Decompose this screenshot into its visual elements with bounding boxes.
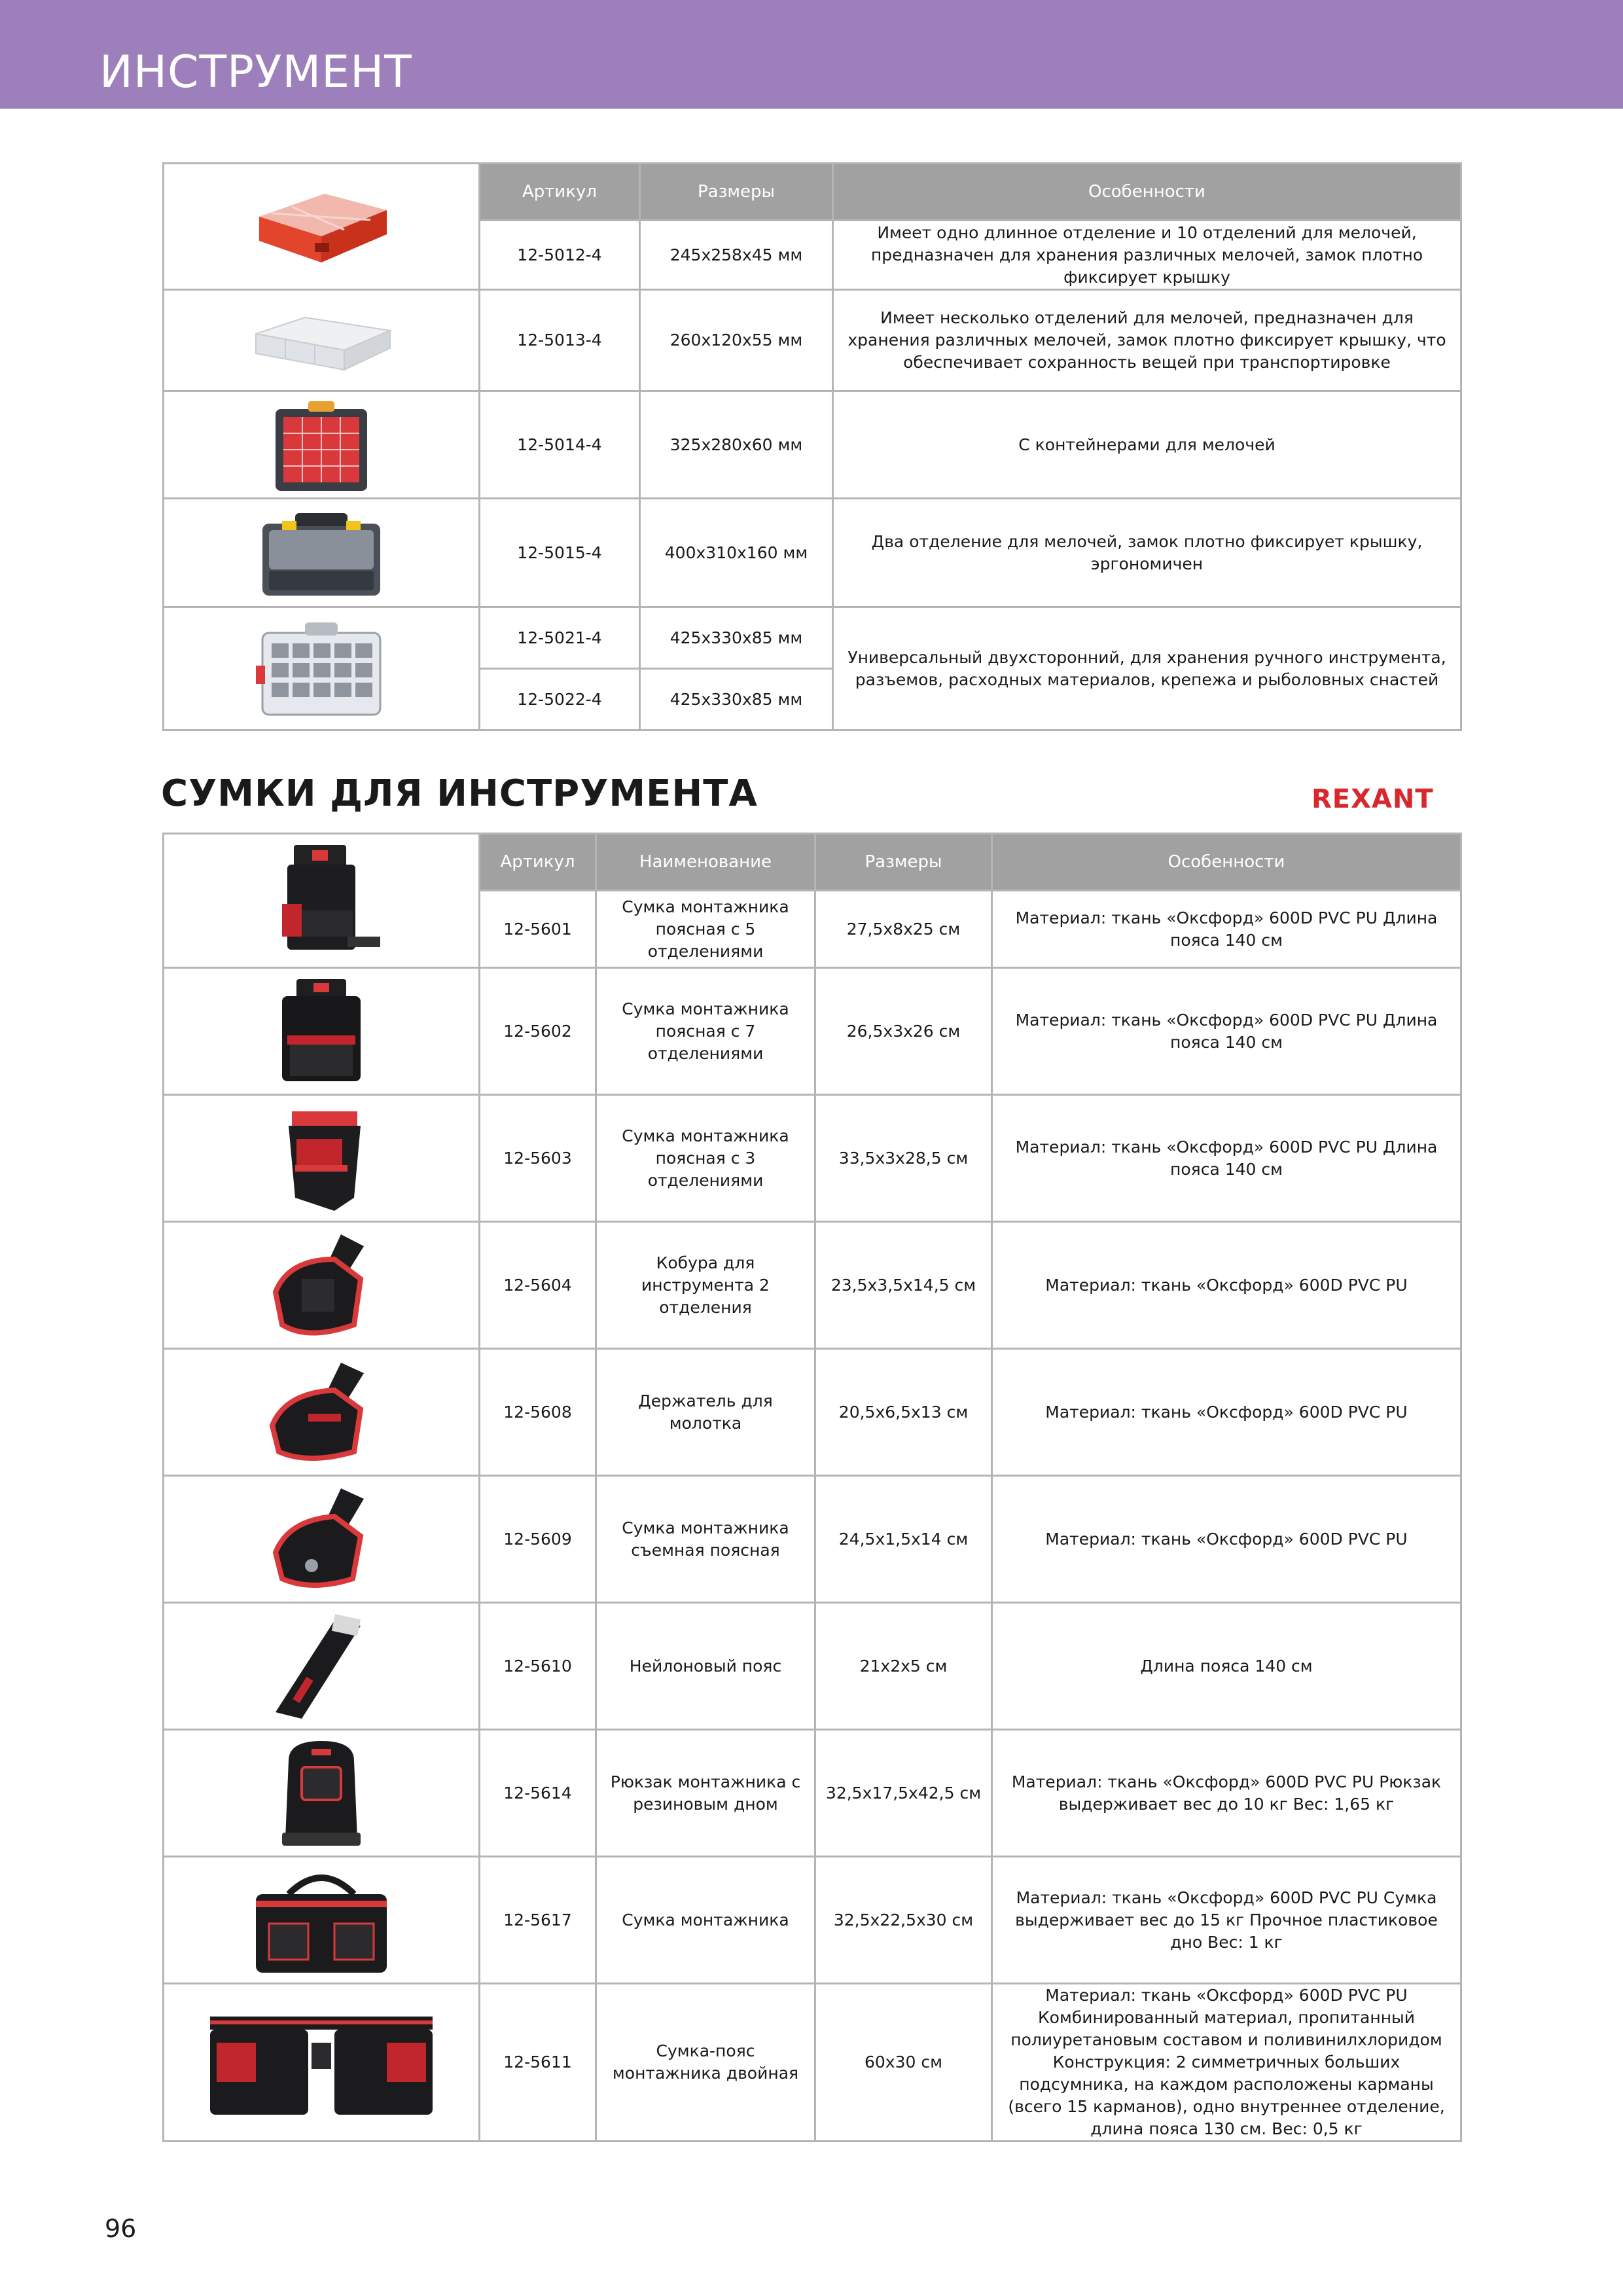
size-cell: 20,5х6,5х13 см (815, 1349, 992, 1476)
header-image-cell (164, 164, 480, 290)
table-row (164, 1476, 1461, 1603)
features-cell: Имеет одно длинное отделение и 10 отделений для мелочей, предназначен для хранения различных мелочей, замок плотно фиксирует крышку (833, 221, 1461, 290)
size-cell: 21х2х5 см (815, 1603, 992, 1730)
article-cell: 12-5610 (480, 1603, 596, 1730)
toolbox-image (249, 504, 393, 602)
size-cell: 24,5х1,5х14 см (815, 1476, 992, 1603)
article-cell: 12-5617 (480, 1857, 596, 1984)
features-cell: Материал: ткань «Оксфорд» 600D PVC PU Сумка выдерживает вес до 15 кг Прочное пластиковое дно Вес: 1 кг (992, 1857, 1461, 1984)
features-cell: Материал: ткань «Оксфорд» 600D PVC PU Рюкзак выдерживает вес до 10 кг Вес: 1,65 кг (992, 1730, 1461, 1857)
image-cell (164, 1730, 480, 1857)
image-cell (164, 968, 480, 1095)
table-row (164, 1984, 1461, 2142)
features-cell: Два отделение для мелочей, замок плотно фиксирует крышку, эргономичен (833, 499, 1461, 607)
backpack-image (256, 1734, 387, 1852)
name-cell: Рюкзак монтажника с резиновым дном (596, 1730, 815, 1857)
image-cell (164, 834, 480, 968)
table-row (164, 391, 1461, 499)
table-header-row (164, 834, 1461, 891)
features-cell: Универсальный двухсторонний, для хранения ручного инструмента, разъемов, расходных материалов, крепежа и рыболовных снастей (833, 607, 1461, 730)
name-cell: Сумка-пояс монтажника двойная (596, 1984, 815, 2142)
article-cell: 12-5013-4 (480, 290, 640, 391)
size-cell: 425x330x85 мм (640, 669, 833, 730)
features-cell: Материал: ткань «Оксфорд» 600D PVC PU Длина пояса 140 см (992, 968, 1461, 1095)
header-banner (0, 0, 1623, 109)
features-cell: Материал: ткань «Оксфорд» 600D PVC PU (992, 1349, 1461, 1476)
image-cell (164, 391, 480, 499)
table-row (164, 607, 1461, 669)
table-row (164, 1730, 1461, 1857)
article-cell: 12-5611 (480, 1984, 596, 2142)
table-row (164, 968, 1461, 1095)
holster-image (249, 1227, 393, 1344)
features-cell: Длина пояса 140 см (992, 1603, 1461, 1730)
boxes-table (162, 162, 1462, 731)
image-cell (164, 1984, 480, 2142)
article-cell: 12-5608 (480, 1349, 596, 1476)
size-cell: 27,5х8х25 см (815, 891, 992, 968)
article-cell: 12-5603 (480, 1095, 596, 1222)
name-cell: Сумка монтажника поясная с 5 отделениями (596, 891, 815, 968)
size-cell: 60х30 см (815, 1984, 992, 2142)
image-cell (164, 1349, 480, 1476)
detachable-bag-image (249, 1480, 393, 1598)
double-belt-bag-image (197, 1997, 446, 2128)
article-cell: 12-5602 (480, 968, 596, 1095)
article-cell: 12-5012-4 (480, 221, 640, 290)
features-cell: Материал: ткань «Оксфорд» 600D PVC PU (992, 1222, 1461, 1349)
table-row (164, 1222, 1461, 1349)
table-row (164, 290, 1461, 391)
article-cell: 12-5601 (480, 891, 596, 968)
name-cell: Сумка монтажника поясная с 3 отделениями (596, 1095, 815, 1222)
col-header-article: Артикул (480, 164, 640, 221)
name-cell: Держатель для молотка (596, 1349, 815, 1476)
col-header-article: Артикул (480, 834, 596, 891)
size-cell: 33,5х3х28,5 см (815, 1095, 992, 1222)
features-cell: Материал: ткань «Оксфорд» 600D PVC PU Комбинированный материал, пропитанный полиуретановым составом и поливинилхлоридом Конструкция: 2 симметричных больших подсумника, на каждом расположены карманы (всего 15 карманов), одно внутреннее отделение, длина пояса 130 см. Вес: 0,5 кг (992, 1984, 1461, 2142)
page-number: 96 (105, 2214, 137, 2243)
case-image (256, 396, 387, 494)
size-cell: 325x280x60 мм (640, 391, 833, 499)
name-cell: Сумка монтажника (596, 1857, 815, 1984)
article-cell: 12-5015-4 (480, 499, 640, 607)
image-cell (164, 1222, 480, 1349)
article-cell: 12-5021-4 (480, 607, 640, 669)
article-cell: 12-5614 (480, 1730, 596, 1857)
image-cell (164, 1603, 480, 1730)
image-cell (164, 1476, 480, 1603)
name-cell: Сумка монтажника съемная поясная (596, 1476, 815, 1603)
features-cell: Материал: ткань «Оксфорд» 600D PVC PU (992, 1476, 1461, 1603)
double-sided-organizer-image (249, 613, 393, 725)
image-cell (164, 1857, 480, 1984)
nylon-belt-image (249, 1607, 393, 1725)
image-cell (164, 290, 480, 391)
organizer-box-image (246, 181, 397, 272)
col-header-features: Особенности (992, 834, 1461, 891)
table-header-row (164, 164, 1461, 221)
section-title: СУМКИ ДЛЯ ИНСТРУМЕНТА (161, 772, 758, 815)
image-cell (164, 607, 480, 730)
name-cell: Кобура для инструмента 2 отделения (596, 1222, 815, 1349)
tool-bag-image (236, 1861, 406, 1979)
size-cell: 32,5х22,5х30 см (815, 1857, 992, 1984)
size-cell: 245x258x45 мм (640, 221, 833, 290)
article-cell: 12-5604 (480, 1222, 596, 1349)
waist-bag-5-image (256, 838, 387, 963)
article-cell: 12-5609 (480, 1476, 596, 1603)
col-header-name: Наименование (596, 834, 815, 891)
features-cell: С контейнерами для мелочей (833, 391, 1461, 499)
col-header-size: Размеры (640, 164, 833, 221)
table-row (164, 1349, 1461, 1476)
col-header-features: Особенности (833, 164, 1461, 221)
size-cell: 260x120x55 мм (640, 290, 833, 391)
features-cell: Материал: ткань «Оксфорд» 600D PVC PU Длина пояса 140 см (992, 891, 1461, 968)
size-cell: 32,5х17,5х42,5 см (815, 1730, 992, 1857)
waist-bag-7-image (256, 973, 387, 1090)
size-cell: 23,5х3,5х14,5 см (815, 1222, 992, 1349)
col-header-size: Размеры (815, 834, 992, 891)
table-row (164, 1857, 1461, 1984)
size-cell: 400x310x160 мм (640, 499, 833, 607)
image-cell (164, 1095, 480, 1222)
features-cell: Материал: ткань «Оксфорд» 600D PVC PU Длина пояса 140 см (992, 1095, 1461, 1222)
features-cell: Имеет несколько отделений для мелочей, предназначен для хранения различных мелочей, замок плотно фиксирует крышку, что обеспечивает сохранность вещей при транспортировке (833, 290, 1461, 391)
article-cell: 12-5022-4 (480, 669, 640, 730)
size-cell: 26,5х3х26 см (815, 968, 992, 1095)
table-row (164, 1603, 1461, 1730)
bags-table (162, 833, 1462, 2142)
table-row (164, 499, 1461, 607)
page-title: ИНСТРУМЕНТ (99, 46, 412, 98)
hammer-holder-image (249, 1354, 393, 1471)
waist-bag-3-image (256, 1100, 387, 1217)
name-cell: Сумка монтажника поясная с 7 отделениями (596, 968, 815, 1095)
name-cell: Нейлоновый пояс (596, 1603, 815, 1730)
size-cell: 425x330x85 мм (640, 607, 833, 669)
brand-logo: REXANT (1311, 784, 1434, 814)
article-cell: 12-5014-4 (480, 391, 640, 499)
image-cell (164, 499, 480, 607)
clear-organizer-image (246, 301, 397, 380)
table-row (164, 1095, 1461, 1222)
